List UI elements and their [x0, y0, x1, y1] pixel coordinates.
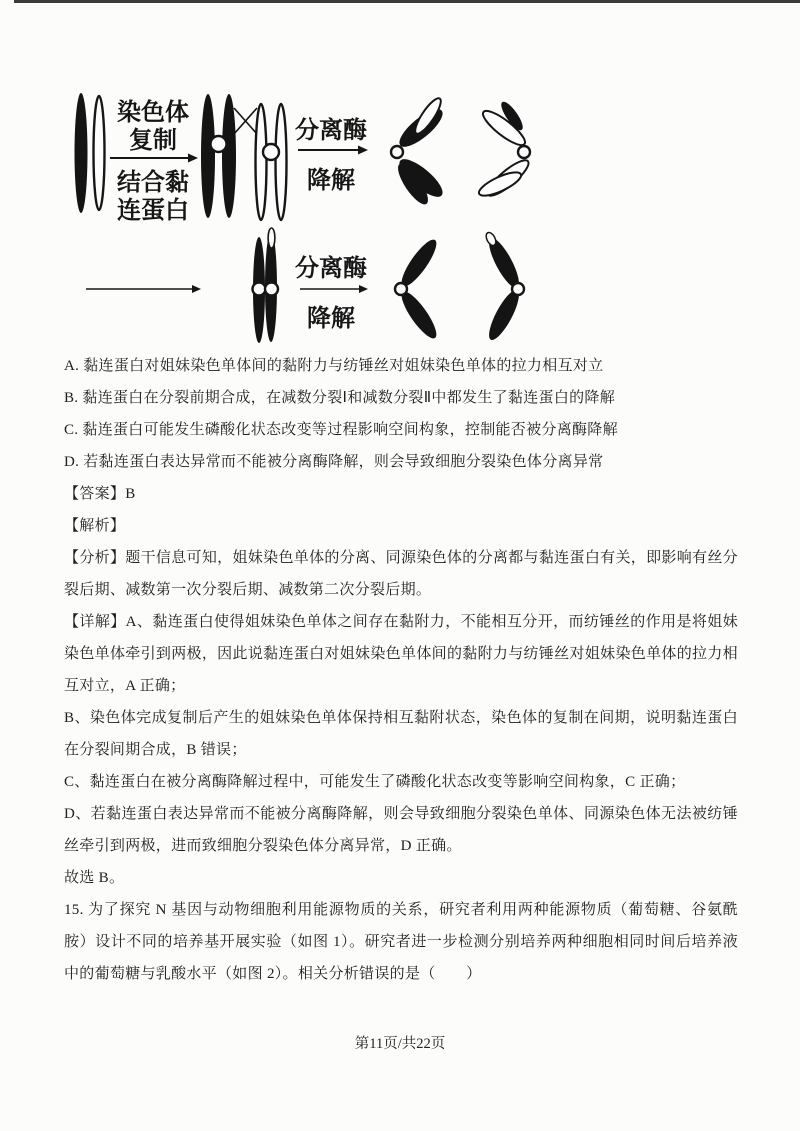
- detail-paragraph-c: C、黏连蛋白在被分离酶降解过程中，可能发生了磷酸化状态改变等影响空间构象，C 正确；: [64, 774, 686, 790]
- cohesin-label-line2: 连蛋白: [117, 197, 189, 224]
- anaphase-chromosome-left-icon: [391, 95, 448, 208]
- option-c: C. 黏连蛋白可能发生磷酸化状态改变等过程影响空间构象，控制能否被分离酶降解: [64, 422, 618, 438]
- detail-paragraph-b: B、染色体完成复制后产生的姐妹染色单体保持相互黏附状态，染色体的复制在间期，说明黏连蛋白在分裂间期合成，B 错误；: [64, 710, 738, 758]
- degrade-label-2: 降解: [307, 305, 355, 332]
- separase-label-2: 分离酶: [295, 255, 367, 282]
- replication-arrow-icon: [110, 98, 198, 224]
- question-body: [64, 350, 738, 990]
- replicate-label-line1: 染色体: [117, 99, 189, 126]
- separase-label: 分离酶: [295, 117, 367, 144]
- option-d: D. 若黏连蛋白表达异常而不能被分离酶降解，则会导致细胞分裂染色体分离异常: [64, 454, 604, 470]
- homologous-chromosome-pair-icon: [75, 93, 105, 213]
- detail-paragraph-a: 【详解】A、黏连蛋白使得姐妹染色单体之间存在黏附力，不能相互分开，而纺锤丝的作用是将姐妹染色单体牵引到两极，因此说黏连蛋白对姐妹染色单体间的黏附力与纺锤丝对姐妹染色单体的拉力相互对立，A 正确；: [64, 614, 738, 694]
- cohesin-label-line1: 结合黏: [117, 169, 189, 196]
- separase-arrow-icon: [295, 116, 368, 194]
- separated-chromatid-left-icon: [395, 235, 442, 342]
- chromosome-separation-diagram: [72, 86, 552, 350]
- analysis-header: 【解析】: [64, 518, 126, 534]
- question-15-stem: 15. 为了探究 N 基因与动物细胞利用能源物质的关系，研究者利用两种能源物质（葡萄糖、谷氨酰胺）设计不同的培养基开展实验（如图 1）。研究者进一步检测分别培养两种细胞相同时间后培养液中的葡萄糖与乳酸水平（如图 2）。相关分析错误的是（ ）: [64, 902, 738, 982]
- scan-artifact-line: [14, 0, 800, 3]
- detail-paragraph-d: D、若黏连蛋白表达异常而不能被分离酶降解，则会导致细胞分裂染色单体、同源染色体无法被纺锤丝牵引到两极，进而致细胞分裂染色体分离异常，D 正确。: [64, 806, 738, 854]
- answer-line: 【答案】B: [64, 486, 136, 502]
- separase-arrow-2-icon: [295, 254, 368, 332]
- plain-arrow-icon: [86, 285, 201, 293]
- sister-chromatid-pair-icon: [253, 228, 279, 343]
- separated-chromatid-right-icon: [484, 231, 524, 344]
- option-b: B. 黏连蛋白在分裂前期合成，在减数分裂Ⅰ和减数分裂Ⅱ中都发生了黏连蛋白的降解: [64, 390, 616, 406]
- page-number: 第11页/共22页: [354, 1036, 446, 1052]
- option-a: A. 黏连蛋白对姐妹染色单体间的黏附力与纺锤丝对姐妹染色单体的拉力相互对立: [64, 358, 604, 374]
- replicate-label-line2: 复制: [129, 127, 177, 154]
- anaphase-chromosome-right-icon: [476, 99, 533, 201]
- replicated-chromosomes-icon: [201, 94, 287, 220]
- degrade-label: 降解: [307, 167, 355, 194]
- analysis-paragraph: 【分析】题干信息可知，姐妹染色单体的分离、同源染色体的分离都与黏连蛋白有关，即影响有丝分裂后期、减数第一次分裂后期、减数第二次分裂后期。: [64, 550, 738, 598]
- figure-wrap: [72, 86, 552, 350]
- conclusion-line: 故选 B。: [64, 870, 125, 886]
